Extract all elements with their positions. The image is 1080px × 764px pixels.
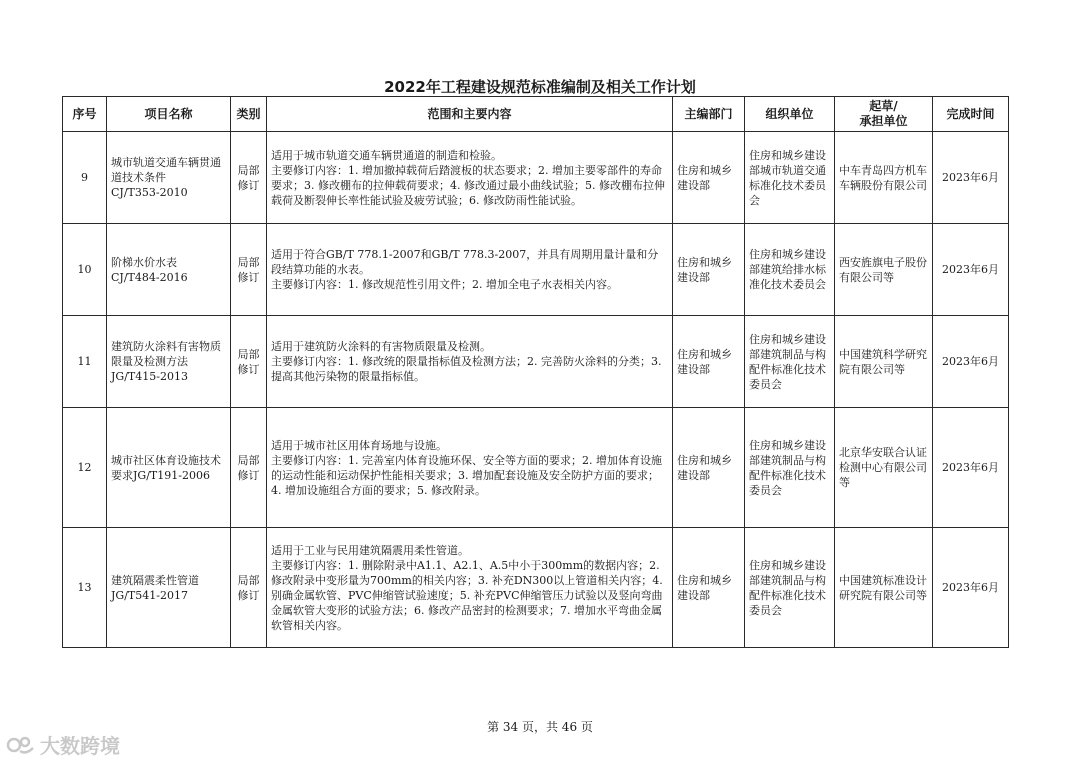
content-details: 主要修订内容：1. 增加撤掉载荷后踏渡板的状态要求；2. 增加主要零部件的寿命要求；3. 修改棚布的拉伸载荷要求；4. 修改通过最小曲线试验；5. 修改棚布拉伸载荷及断裂伸长率性能试验及疲劳试验；6. 修改防雨性能试验。 [271, 163, 665, 207]
cell-no: 9 [63, 132, 107, 224]
cell-org: 住房和城乡建设部建筑制品与构配件标准化技术委员会 [745, 528, 835, 648]
content-scope: 适用于城市社区用体育场地与设施。 [271, 438, 447, 452]
cell-project-name: 城市社区体育设施技术要求JG/T191-2006 [107, 408, 231, 528]
cell-deadline: 2023年6月 [933, 528, 1009, 648]
cell-no: 10 [63, 224, 107, 316]
header-content: 范围和主要内容 [267, 97, 673, 132]
cell-no: 12 [63, 408, 107, 528]
cell-project-name: 建筑防火涂料有害物质限量及检测方法 JG/T415-2013 [107, 316, 231, 408]
cell-org: 住房和城乡建设部建筑制品与构配件标准化技术委员会 [745, 316, 835, 408]
table-row [63, 528, 1009, 648]
cell-content [267, 224, 673, 316]
header-category: 类别 [231, 97, 267, 132]
header-no: 序号 [63, 97, 107, 132]
header-org: 组织单位 [745, 97, 835, 132]
cell-editor: 住房和城乡建设部 [673, 528, 745, 648]
table-row [63, 316, 1009, 408]
cell-editor: 住房和城乡建设部 [673, 224, 745, 316]
watermark [6, 730, 120, 759]
cell-org: 住房和城乡建设部建筑给排水标准化技术委员会 [745, 224, 835, 316]
header-drafter: 起草/ 承担单位 [835, 97, 933, 132]
cell-content [267, 528, 673, 648]
cell-category: 局部 修订 [231, 528, 267, 648]
cell-editor: 住房和城乡建设部 [673, 132, 745, 224]
cell-deadline: 2023年6月 [933, 132, 1009, 224]
content-scope: 适用于城市轨道交通车辆贯通道的制造和检验。 [271, 148, 502, 162]
cell-category: 局部 修订 [231, 316, 267, 408]
header-project-name: 项目名称 [107, 97, 231, 132]
cell-deadline: 2023年6月 [933, 408, 1009, 528]
cell-editor: 住房和城乡建设部 [673, 316, 745, 408]
cell-content [267, 132, 673, 224]
cell-drafter: 北京华安联合认证检测中心有限公司等 [835, 408, 933, 528]
header-deadline: 完成时间 [933, 97, 1009, 132]
cell-content [267, 408, 673, 528]
cell-org: 住房和城乡建设部城市轨道交通标准化技术委员会 [745, 132, 835, 224]
content-scope: 适用于符合GB/T 778.1-2007和GB/T 778.3-2007，并具有周期用量计量和分段结算功能的水表。 [271, 248, 659, 276]
cell-drafter: 西安旌旗电子股份有限公司等 [835, 224, 933, 316]
table-header-row [63, 97, 1009, 132]
cell-deadline: 2023年6月 [933, 316, 1009, 408]
content-scope: 适用于建筑防火涂料的有害物质限量及检测。 [271, 340, 491, 353]
table-row [63, 408, 1009, 528]
watermark-logo-icon [6, 734, 36, 756]
document-title: 2022年工程建设规范标准编制及相关工作计划 [384, 78, 696, 96]
cell-category: 局部 修订 [231, 224, 267, 316]
cell-category: 局部 修订 [231, 132, 267, 224]
content-details: 主要修订内容：1. 修改统的限量指标值及检测方法；2. 完善防火涂料的分类；3. 提高其他污染物的限量指标值。 [271, 355, 662, 383]
cell-drafter: 中车青岛四方机车车辆股份有限公司 [835, 132, 933, 224]
cell-category: 局部 修订 [231, 408, 267, 528]
table-row [63, 224, 1009, 316]
cell-editor: 住房和城乡建设部 [673, 408, 745, 528]
cell-no: 11 [63, 316, 107, 408]
cell-drafter: 中国建筑科学研究院有限公司等 [835, 316, 933, 408]
cell-project-name: 阶梯水价水表 CJ/T484-2016 [107, 224, 231, 316]
cell-project-name: 建筑隔震柔性管道 JG/T541-2017 [107, 528, 231, 648]
cell-drafter: 中国建筑标准设计研究院有限公司等 [835, 528, 933, 648]
table-row [63, 132, 1009, 224]
content-scope: 适用于工业与民用建筑隔震用柔性管道。 [271, 543, 469, 557]
content-details: 主要修订内容：1. 完善室内体育设施环保、安全等方面的要求；2. 增加体育设施的运动性能和运动保护性能相关要求；3. 增加配套设施及安全防护方面的要求；4. 增加设施组合方面的要求；5. 修改附录。 [271, 453, 662, 497]
cell-project-name: 城市轨道交通车辆贯通道技术条件 CJ/T353-2010 [107, 132, 231, 224]
cell-deadline: 2023年6月 [933, 224, 1009, 316]
watermark-text: 大数跨境 [40, 734, 120, 758]
work-plan-table [62, 96, 1009, 648]
cell-no: 13 [63, 528, 107, 648]
content-details: 主要修订内容：1. 删除附录中A1.1、A2.1、A.5中小于300mm的数据内容；2. 修改附录中变形量为700mm的相关内容；3. 补充DN300以上管道相关内容；4. 别确金属软管、PVC伸缩管试验速度；5. 补充PVC伸缩管压力试验以及竖向弯曲金属软管大变形的试验方法；6. 修改产品密封的检测要求；7. 增加水平弯曲金属软管相关内容。 [271, 558, 663, 632]
content-details: 主要修订内容：1. 修改规范性引用文件；2. 增加全电子水表相关内容。 [271, 278, 618, 291]
header-editor: 主编部门 [673, 97, 745, 132]
cell-content [267, 316, 673, 408]
cell-org: 住房和城乡建设部建筑制品与构配件标准化技术委员会 [745, 408, 835, 528]
page-footer: 第 34 页，共 46 页 [487, 720, 593, 734]
